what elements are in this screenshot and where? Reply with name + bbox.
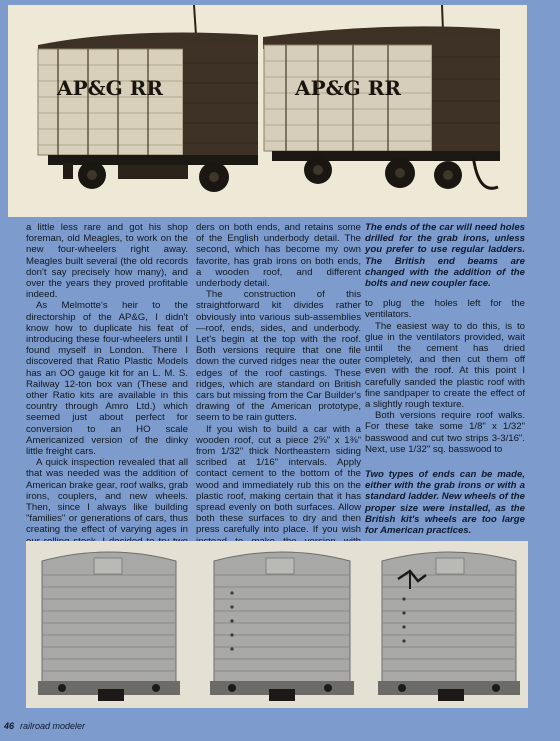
magazine-title: railroad modeler <box>20 721 86 731</box>
page-number: 46 <box>4 721 15 731</box>
paragraph: Both versions require roof walks. For these take some 1/8" x 1/32" basswood and cut two strips 3-3/16". Next, use 1/32" sq. basswood to <box>365 410 525 455</box>
text-column-2 <box>196 222 361 558</box>
paragraph: A quick inspection revealed that all that was needed was the addition of American brake gear, roof walks, grab irons, couplers, and new wheels. Then, since I always like building "families" or generations of cars, thus creating the effect of varying ages in <box>26 457 188 536</box>
boxcar-photo-top <box>8 5 527 217</box>
car-ends-photo-bottom <box>26 541 528 708</box>
paragraph: ders on both ends, and retains some of the English underbody detail. The second, which has become my own favorite, has grab irons on both ends, a wooden roof, and different underbody detail. <box>196 222 361 290</box>
paragraph: The easiest way to do this, is to glue in the ventilators provided, wait until the cement has dried completely, and then cut them off even with the roof. At this point I carefully sanded the plastic roof with fine sandpaper to create the effect of a slightly rough texture. <box>365 320 525 411</box>
photo-caption-top: The ends of the car will need holes drilled for the grab irons, unless you prefer to use regular ladders. The British end beams are changed with the addition of the bolts and new coupler face. <box>365 222 525 290</box>
car-end-ladder <box>38 552 180 701</box>
car-ends-illustration <box>26 541 528 708</box>
boxcar-illustration <box>8 5 527 217</box>
photo-caption-bottom: Two types of ends can be made, either with the grab irons or with a standard ladder. New wheels of the proper size were installed, as the British kit's wheels are too large for American practices. <box>365 469 525 537</box>
car-end-brake-staff <box>378 552 520 701</box>
car-end-grab-irons <box>210 552 354 701</box>
paragraph: a little less rare and got his shop foreman, old Meagles, to work on the new four-wheelers right away. Meagles built several (the old records don't say precisely how many), and over the years they proved profitable indeed. <box>26 222 188 301</box>
paragraph: If you wish to build a car with a wooden roof, cut a piece 2⅝" x 1⅜" from 1/32" thick Northeastern siding scribed at 1/16" intervals. Apply contact cement to the bottom of the wood and immediately rub this on the plastic roof, making certain that it has spread evenly on both surfaces. Allow both these surfaces to dry and then press carefully into place. If you wish <box>196 423 361 536</box>
right-car-lettering: AP&G RR <box>295 76 401 100</box>
paragraph: As Melmotte's heir to the directorship of the AP&G, I didn't know how to duplicate his feat of introducing these four-wheelers until I found myself in London. There I discovered that Ratio Plastic Models has an OO gauge kit for an L. M. S. Railway 12-ton box van (These and other Ratio kits are available in this country through Amro Ltd.) which seemed just about perfect for conversion to an HO scale Americanized version of the dinky little freight cars. <box>26 300 188 458</box>
paragraph: to plug the holes left for the ventilators. <box>365 298 525 321</box>
text-column-3 <box>365 222 525 536</box>
page-footer <box>4 721 91 731</box>
left-car-lettering: AP&G RR <box>57 76 163 100</box>
text-column-1 <box>26 222 188 569</box>
paragraph: The construction of this straightforward kit divides rather obviously into various sub-assemblies—roof, ends, sides, and underbody. Let's begin at the top with the roof. Both versions require that one file down the curved ridges near the outer edges of the roof castings. These ridges, which are standard on British cars but missing from the Car Builder's drawing of the American prototype, seem to be rain gutters. <box>196 289 361 424</box>
